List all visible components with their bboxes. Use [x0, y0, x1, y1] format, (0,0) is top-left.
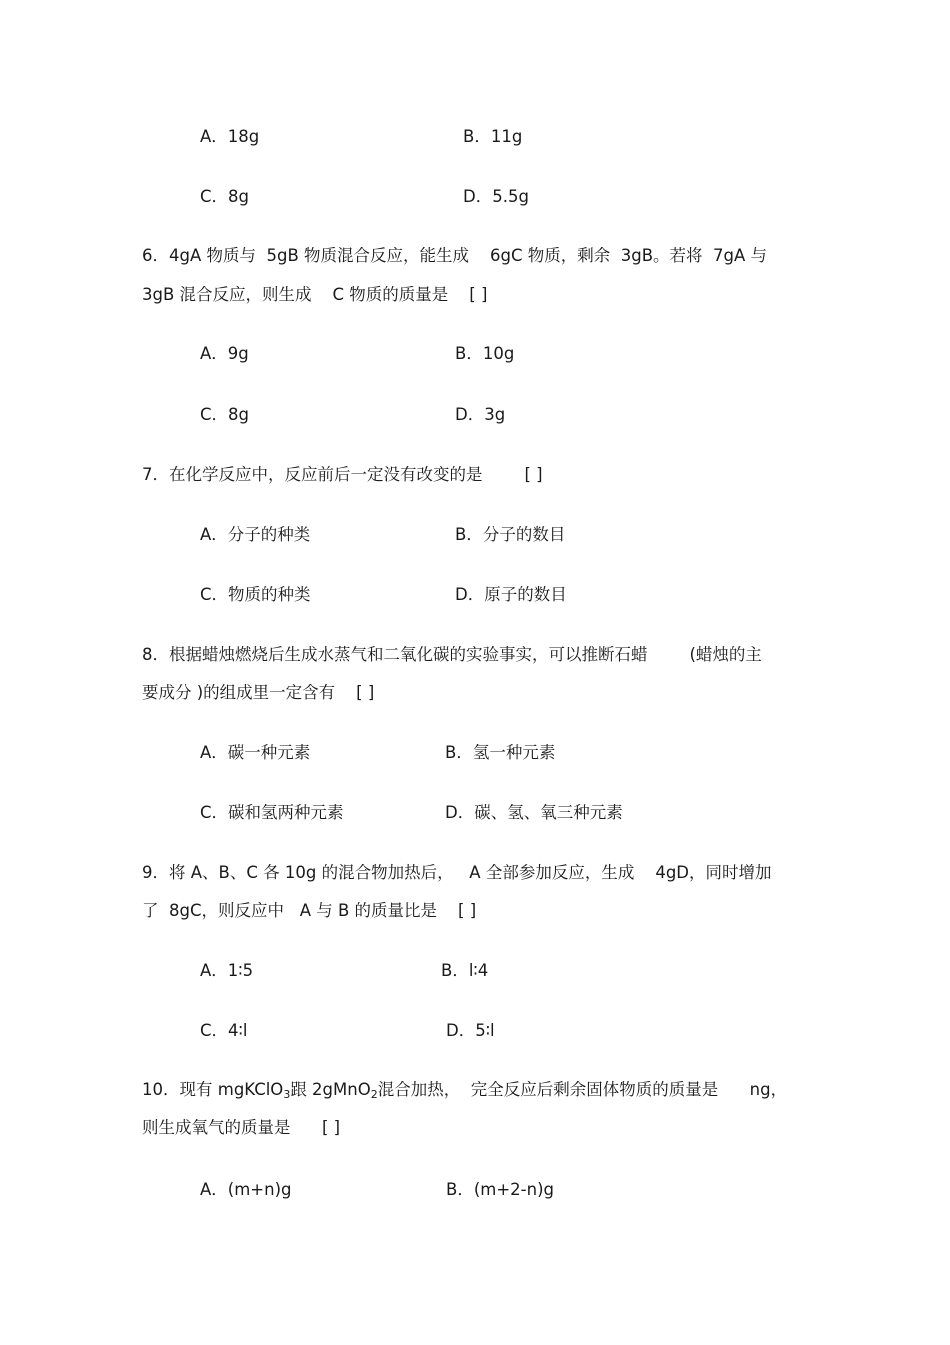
- q10-stem-mid: 跟 2gMnO: [290, 1080, 371, 1099]
- q6-option-d: D．3g: [455, 405, 506, 424]
- q7-option-a: A．分子的种类: [200, 525, 311, 544]
- q8-option-c: C．碳和氢两种元素: [200, 803, 344, 822]
- q10-stem-pre: 10．现有 mgKClO: [142, 1080, 284, 1099]
- q8-stem-line2: 要成分 )的组成里一定含有 [ ]: [142, 683, 375, 702]
- q10-subscript-2: 2: [370, 1088, 378, 1101]
- q6-option-c: C．8g: [200, 405, 249, 424]
- q6-stem-line1: 6．4gA 物质与 5gB 物质混合反应，能生成 6gC 物质，剩余 3gB。若将 7gA 与: [142, 246, 768, 265]
- q9-option-c: C．4∶l: [200, 1021, 248, 1040]
- q6-option-b: B．10g: [455, 344, 515, 363]
- q7-stem: 7．在化学反应中，反应前后一定没有改变的是 [ ]: [142, 465, 543, 484]
- q8-stem-line1: 8．根据蜡烛燃烧后生成水蒸气和二氧化碳的实验事实，可以推断石蜡 (蜡烛的主: [142, 645, 762, 664]
- q8-option-d: D．碳、氢、氧三种元素: [445, 803, 623, 822]
- q7-option-b: B．分子的数目: [455, 525, 566, 544]
- q9-stem-line2: 了 8gC，则反应中 A 与 B 的质量比是 [ ]: [142, 901, 477, 920]
- q10-stem-post: 混合加热， 完全反应后剩余固体物质的质量是 ng，: [377, 1080, 788, 1099]
- q5-option-b: B．11g: [463, 127, 523, 146]
- q9-option-d: D．5∶l: [446, 1021, 495, 1040]
- q5-option-a: A．18g: [200, 127, 260, 146]
- q5-option-d: D．5.5g: [463, 187, 529, 206]
- q10-option-a: A．(m+n)g: [200, 1180, 292, 1199]
- q10-option-b: B．(m+2-n)g: [446, 1180, 554, 1199]
- q10-stem-line1: [142, 1080, 787, 1100]
- q6-option-a: A．9g: [200, 344, 249, 363]
- q6-stem-line2: 3gB 混合反应，则生成 C 物质的质量是 [ ]: [142, 285, 488, 304]
- q7-option-c: C．物质的种类: [200, 585, 311, 604]
- q5-option-c: C．8g: [200, 187, 249, 206]
- q7-option-d: D．原子的数目: [455, 585, 567, 604]
- q10-subscript-3: 3: [283, 1088, 291, 1101]
- q8-option-b: B．氢一种元素: [445, 743, 556, 762]
- q9-stem-line1: 9．将 A、B、C 各 10g 的混合物加热后， A 全部参加反应，生成 4gD，同时增加: [142, 863, 772, 882]
- q9-option-a: A．1∶5: [200, 961, 254, 980]
- q10-stem-line2: 则生成氧气的质量是 [ ]: [142, 1118, 341, 1137]
- q9-option-b: B．l∶4: [441, 961, 489, 980]
- q8-option-a: A．碳一种元素: [200, 743, 311, 762]
